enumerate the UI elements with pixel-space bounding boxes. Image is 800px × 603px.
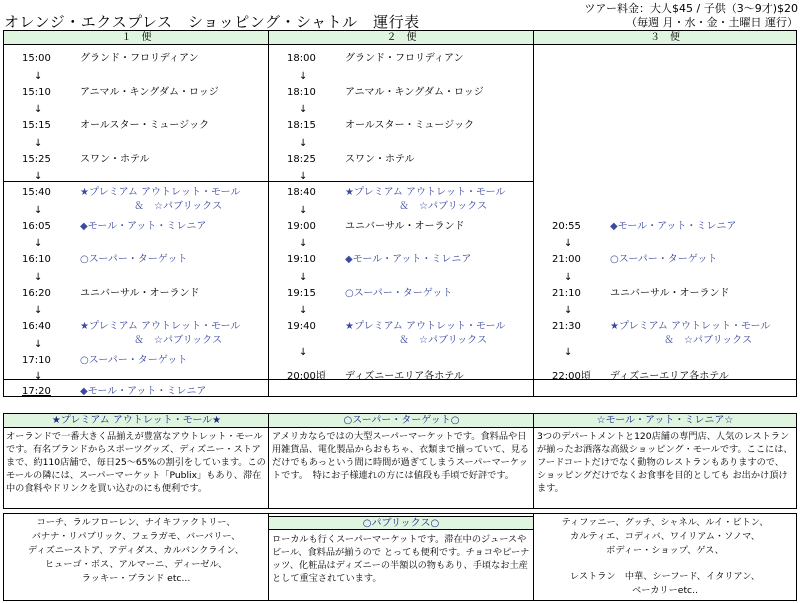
stop-time: 17:10	[22, 354, 51, 366]
stop-time: 15:40	[22, 187, 51, 198]
column-divider	[533, 31, 534, 396]
stop-time: 16:05	[22, 220, 51, 232]
stop-time: 20:00頃	[287, 371, 326, 382]
column-divider	[533, 414, 534, 508]
stop-sub: ＆ ☆パブリックス	[664, 335, 753, 346]
stop-sub: ＆ ☆パブリックス	[134, 335, 223, 346]
stop-name: アニマル・キングダム・ロッジ	[345, 86, 484, 98]
mall-millenia-brands: ティファニー、グッチ、シャネル、ルイ・ビトン、 カルティエ、コディバ、ワイリアム・ソノマ、 ボディー・ショップ、ゲス、 レストラン 中華、シーフード、イタリアン、 ベーカリーetc..	[534, 516, 796, 598]
super-target-description: アメリカならではの大型スーパーマーケットです。食料品や日用雑貨品、電化製品からおもちゃ、衣類まで揃っていて、見るだけでもあっという間に時間が過ぎてしまうスーパーマーケットです。 特にお子様連れの方には値段も手頃で好評です。	[272, 431, 530, 481]
stop-time: 15:25	[22, 153, 51, 165]
stop-time: 16:10	[22, 254, 51, 265]
stop-sub: ＆ ☆パブリックス	[399, 335, 488, 346]
stop-name: ◆モール・アット・ミレニア	[80, 386, 207, 397]
stop-name: ★プレミアム アウトレット・モール	[345, 321, 506, 332]
down-arrow-icon: ↓	[34, 204, 43, 216]
stop-name: ユニバーサル・オーランド	[345, 220, 465, 232]
down-arrow-icon: ↓	[34, 371, 43, 383]
stop-name: ★プレミアム アウトレット・モール	[345, 187, 506, 198]
down-arrow-icon: ↓	[34, 271, 43, 283]
mall-millenia-title: ☆モール・アット・ミレニア☆	[534, 414, 796, 428]
stop-time: 15:10	[22, 86, 51, 98]
stop-time: 21:30	[552, 321, 581, 332]
info-row-bottom	[3, 513, 797, 601]
stop-name: ◆モール・アット・ミレニア	[610, 220, 737, 232]
stop-time: 19:40	[287, 321, 316, 332]
stop-name: ★プレミアム アウトレット・モール	[610, 321, 771, 332]
stop-name: ○スーパー・ターゲット	[345, 287, 453, 299]
stop-time: 19:00	[287, 220, 316, 232]
stop-name: グランド・フロリディアン	[80, 53, 199, 64]
fare-price: ツアー料金：大人$45 / 子供（3～9才)$20	[584, 2, 798, 15]
column-divider	[268, 414, 269, 508]
premium-outlet-brands: コーチ、ラルフローレン、ナイキファクトリー、 バナナ・リパブリック、フェラガモ、バーバリー、 ディズニーストア、アディダス、カルバンクライン、 ヒューゴ・ボス、アルマーニ、ディーゼル、 ラッキー・ブランド etc...	[28, 517, 244, 584]
stop-time: 16:40	[22, 321, 51, 332]
stop-name: オールスター・ミュージック	[80, 120, 210, 131]
down-arrow-icon: ↓	[299, 70, 308, 82]
stop-time: 15:15	[22, 120, 51, 131]
column-header-trip2: ２ 便	[269, 31, 534, 45]
stop-name: アニマル・キングダム・ロッジ	[80, 86, 219, 98]
down-arrow-icon: ↓	[564, 271, 573, 283]
stop-time: 18:40	[287, 187, 316, 198]
down-arrow-icon: ↓	[34, 338, 43, 350]
down-arrow-icon: ↓	[299, 137, 308, 149]
column-header-trip1: １ 便	[4, 31, 269, 45]
info-row-top	[3, 413, 797, 509]
stop-time: 21:00	[552, 254, 581, 265]
down-arrow-icon: ↓	[299, 271, 308, 283]
premium-outlet-title: ★プレミアム アウトレット・モール★	[4, 414, 269, 428]
column-header-trip3: ３ 便	[534, 31, 796, 45]
publix-description: ローカルも行くスーパーマーケットです。滞在中のジュースやビール、食料品が揃うので とっても便利です。チョコやピーナッツ、化粧品はディズニーの半額以の物もあり、手頃なお土産として重宝されています。	[272, 534, 530, 584]
stop-time: 18:25	[287, 153, 316, 165]
down-arrow-icon: ↓	[564, 347, 573, 358]
stop-name: ○スーパー・ターゲット	[610, 254, 718, 265]
column-divider	[268, 31, 269, 396]
schedule-table	[3, 30, 797, 397]
super-target-title: ○スーパー・ターゲット○	[269, 414, 534, 428]
down-arrow-icon: ↓	[299, 305, 308, 317]
mall-millenia-restaurants: レストラン 中華、シーフード、イタリアン、	[570, 571, 760, 582]
down-arrow-icon: ↓	[564, 305, 573, 317]
stop-time: 17:20	[22, 386, 51, 397]
down-arrow-icon: ↓	[299, 347, 308, 358]
section-divider	[4, 181, 534, 182]
down-arrow-icon: ↓	[34, 305, 43, 317]
premium-outlet-description: オーランドで一番大きく品揃えが豊富なアウトレット・モールです。有名ブランドからスポーツグッズ、ディズニー・ストアまで、約110店舗で、毎日25～65%の割引をしています。このモールの隣には、スーパーマーケット「Publix」もあり、滞在中の食料やドリンクを買い込むのにも便利です。	[6, 431, 266, 494]
stop-sub: ＆ ☆パブリックス	[399, 201, 488, 212]
stop-name: ディズニーエリア各ホテル	[610, 371, 729, 382]
stop-time: 20:55	[552, 220, 581, 232]
down-arrow-icon: ↓	[34, 104, 43, 116]
stop-name: ★プレミアム アウトレット・モール	[80, 187, 241, 198]
publix-title: ○パブリックス○	[269, 516, 533, 530]
down-arrow-icon: ↓	[564, 238, 573, 250]
stop-name: グランド・フロリディアン	[345, 53, 464, 64]
down-arrow-icon: ↓	[34, 238, 43, 250]
stop-time: 15:00	[22, 53, 51, 64]
stop-time: 21:10	[552, 287, 581, 299]
stop-time: 16:20	[22, 287, 51, 299]
down-arrow-icon: ↓	[299, 204, 308, 216]
down-arrow-icon: ↓	[299, 171, 308, 183]
stop-time: 19:10	[287, 254, 316, 265]
fare-info	[584, 2, 798, 30]
stop-time: 18:15	[287, 120, 316, 131]
stop-name: ○スーパー・ターゲット	[80, 354, 188, 366]
stop-name: スワン・ホテル	[345, 153, 415, 165]
operating-days: （毎週 月・水・金・土曜日 運行）	[626, 16, 798, 29]
stop-time: 22:00頃	[552, 371, 591, 382]
down-arrow-icon: ↓	[299, 104, 308, 116]
stop-time: 18:10	[287, 86, 316, 98]
mall-millenia-description: 3つのデパートメントと120店舗の専門店、人気のレストランが揃ったお洒落な高級ショッピング・モールです。ここには、フードコートだけでなく動物のレストランもありますので、ショッピングだけでなくお食事を目的としても お出かけ頂けます。	[537, 431, 793, 494]
down-arrow-icon: ↓	[299, 238, 308, 250]
stop-name: ◆モール・アット・ミレニア	[80, 220, 207, 232]
stop-name: ユニバーサル・オーランド	[80, 287, 200, 299]
stop-name: ★プレミアム アウトレット・モール	[80, 321, 241, 332]
stop-time: 19:15	[287, 287, 316, 299]
stop-name: ◆モール・アット・ミレニア	[345, 254, 472, 265]
stop-name: スワン・ホテル	[80, 153, 150, 165]
stop-name: オールスター・ミュージック	[345, 120, 475, 131]
stop-name: ○スーパー・ターゲット	[80, 254, 188, 265]
page-title: オレンジ・エクスプレス ショッピング・シャトル 運行表	[4, 13, 420, 31]
stop-sub: ＆ ☆パブリックス	[134, 201, 223, 212]
stop-name: ディズニーエリア各ホテル	[345, 371, 464, 382]
stop-time: 18:00	[287, 53, 316, 64]
down-arrow-icon: ↓	[34, 70, 43, 82]
down-arrow-icon: ↓	[34, 171, 43, 183]
stop-name: ユニバーサル・オーランド	[610, 287, 730, 299]
down-arrow-icon: ↓	[34, 137, 43, 149]
